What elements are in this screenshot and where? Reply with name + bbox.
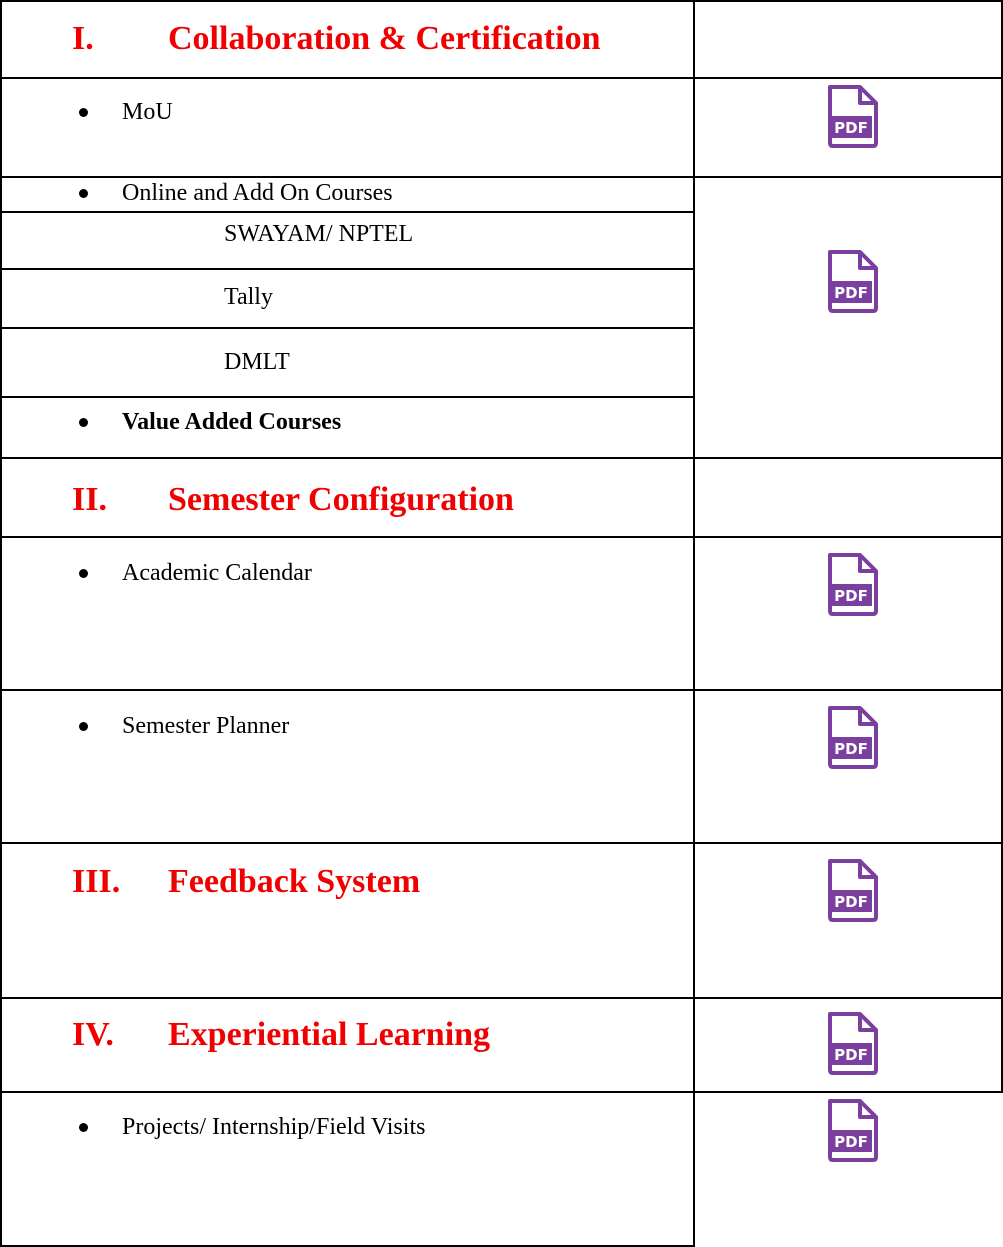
pdf-link-mou[interactable] xyxy=(826,83,880,149)
column-divider xyxy=(693,0,695,1247)
course-label: DMLT xyxy=(224,349,290,375)
section-numeral: II. xyxy=(72,481,107,518)
course-label: Tally xyxy=(224,284,273,310)
item-label: Value Added Courses xyxy=(122,409,342,435)
svg-text:PDF: PDF xyxy=(834,1133,868,1151)
item-label: Academic Calendar xyxy=(122,560,312,586)
section-numeral: I. xyxy=(72,20,94,57)
row-divider xyxy=(0,327,695,329)
pdf-file-icon xyxy=(826,248,880,314)
pdf-link-projects[interactable] xyxy=(826,1097,880,1163)
table-border-left xyxy=(0,0,2,1247)
section-title: Feedback System xyxy=(168,863,421,900)
svg-text:PDF: PDF xyxy=(834,740,868,758)
row-divider xyxy=(0,176,1003,178)
row-divider xyxy=(0,211,695,213)
section-title: Experiential Learning xyxy=(168,1016,491,1053)
item-label: MoU xyxy=(122,99,173,125)
section-title: Collaboration & Certification xyxy=(168,20,601,57)
row-divider xyxy=(0,457,1003,459)
svg-text:PDF: PDF xyxy=(834,284,868,302)
section-numeral: III. xyxy=(72,863,121,900)
bullet xyxy=(79,189,88,198)
pdf-file-icon xyxy=(826,1010,880,1076)
row-divider xyxy=(0,997,1003,999)
course-label: SWAYAM/ NPTEL xyxy=(224,221,414,247)
pdf-file-icon xyxy=(826,1097,880,1163)
row-divider xyxy=(0,77,1003,79)
pdf-file-icon xyxy=(826,551,880,617)
item-label: Semester Planner xyxy=(122,713,290,739)
svg-text:PDF: PDF xyxy=(834,587,868,605)
pdf-link-semester-planner[interactable] xyxy=(826,704,880,770)
pdf-file-icon xyxy=(826,83,880,149)
svg-text:PDF: PDF xyxy=(834,893,868,911)
pdf-file-icon xyxy=(826,857,880,923)
row-divider xyxy=(0,689,1003,691)
table-border-top xyxy=(0,0,1003,2)
bullet xyxy=(79,1123,88,1132)
pdf-file-icon xyxy=(826,704,880,770)
pdf-link-experiential[interactable] xyxy=(826,1010,880,1076)
item-label: Online and Add On Courses xyxy=(122,180,393,206)
pdf-link-feedback[interactable] xyxy=(826,857,880,923)
row-divider xyxy=(0,1091,1003,1093)
svg-text:PDF: PDF xyxy=(834,1046,868,1064)
bullet xyxy=(79,722,88,731)
bullet xyxy=(79,569,88,578)
item-label: Projects/ Internship/Field Visits xyxy=(122,1114,426,1140)
pdf-link-courses[interactable] xyxy=(826,248,880,314)
svg-text:PDF: PDF xyxy=(834,119,868,137)
pdf-link-academic-calendar[interactable] xyxy=(826,551,880,617)
bullet xyxy=(79,418,88,427)
row-divider xyxy=(0,536,1003,538)
row-divider xyxy=(0,268,695,270)
row-divider xyxy=(0,396,695,398)
section-numeral: IV. xyxy=(72,1016,114,1053)
bullet xyxy=(79,108,88,117)
section-title: Semester Configuration xyxy=(168,481,514,518)
row-divider xyxy=(0,842,1003,844)
